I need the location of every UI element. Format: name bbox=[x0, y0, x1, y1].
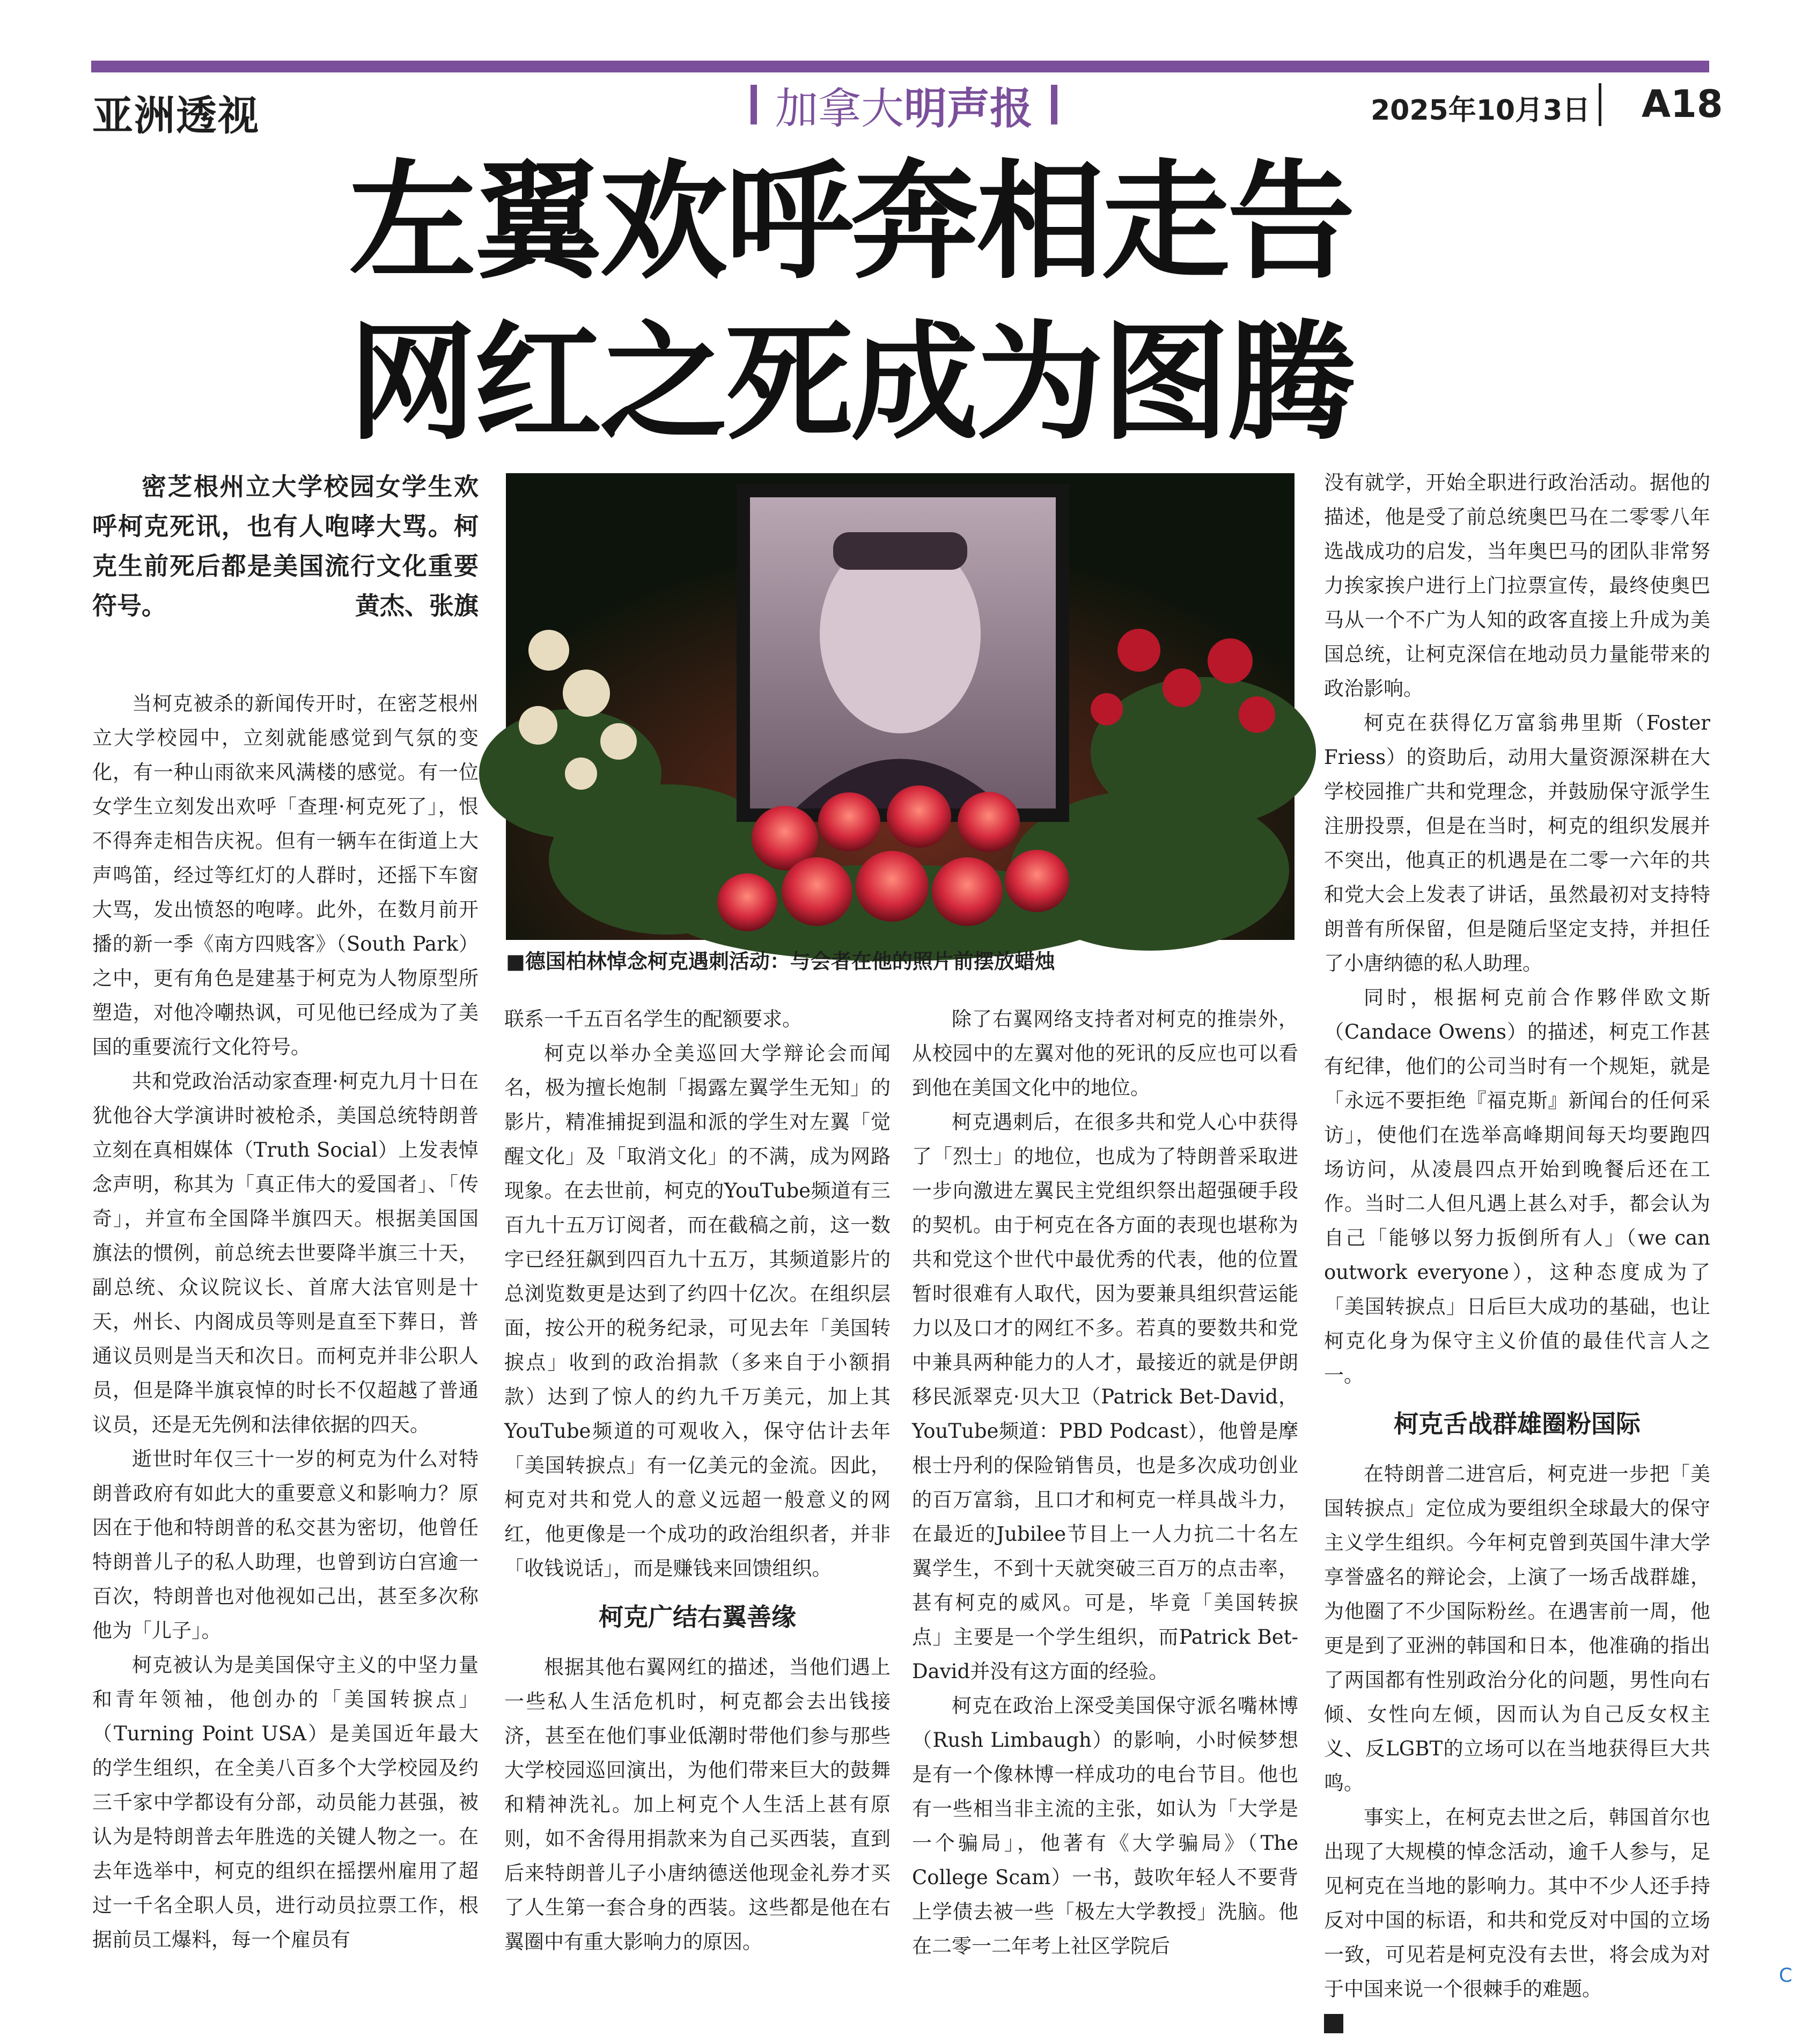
subheading: 柯克广结右翼善缘 bbox=[599, 1602, 796, 1631]
end-of-article-mark bbox=[1324, 2014, 1343, 2033]
photo-caption: ■德国柏林悼念柯克遇刺活动：与会者在他的照片前摆放蜡烛 bbox=[506, 950, 1055, 973]
paragraph: 除了右翼网络支持者对柯克的推崇外，从校园中的左翼对他的死讯的反应也可以看到他在美国文化中的地位。 bbox=[912, 1008, 1298, 1099]
headline-line-1: 左翼欢呼奔相走告 bbox=[349, 148, 1353, 297]
masthead-bar-left bbox=[751, 85, 757, 124]
masthead-rule bbox=[91, 61, 1709, 72]
paragraph: 柯克在获得亿万富翁弗里斯（Foster Friess）的资助后，动用大量资源深耕在大学校园推广共和党理念，并鼓励保守派学生注册投票，但是在当时，柯克的组织发展并不突出，他真正的机遇是在二零一六年的共和党大会上发表了讲话，虽然最初对支持特朗普有所保留，但是随后坚定支持，并担任了小唐纳德的私人助理。 bbox=[1324, 711, 1710, 975]
masthead-bar-right bbox=[1051, 85, 1057, 124]
page-number: A18 bbox=[1642, 82, 1723, 126]
article-lead bbox=[92, 467, 479, 626]
paragraph: 同时，根据柯克前合作夥伴欧文斯（Candace Owens）的描述，柯克工作甚有纪律，他们的公司当时有一个规矩，就是「永远不要拒绝『福克斯』新闻台的任何采访」，使他们在选举高峰期间每天均要跑四场访问，从凌晨四点开始到晚餐后还在工作。当时二人但凡遇上甚么对手，都会认为自己「能够以努力扳倒所有人」（we can outwork everyone），这种态度成为了「美国转捩点」日后巨大成功的基础，也让柯克化身为保守主义价值的最佳代言人之一。 bbox=[1324, 986, 1710, 1387]
paragraph: 柯克遇刺后，在很多共和党人心中获得了「烈士」的地位，也成为了特朗普采取进一步向激进左翼民主党组织祭出超强硬手段的契机。由于柯克在各方面的表现也堪称为共和党这个世代中最优秀的代表，他的位置暂时很难有人取代，因为要兼具组织营运能力以及口才的网红不多。若真的要数共和党中兼具两种能力的人才，最接近的就是伊朗移民派翠克·贝大卫（Patrick Bet-David，YouTube频道：PBD Podcast），他曾是摩根士丹利的保险销售员，也是多次成功创业的百万富翁，且口才和柯克一样具战斗力，在最近的Jubilee节目上一人力抗二十名左翼学生，不到十天就突破三百万的点击率，甚有柯克的威风。可是，毕竟「美国转捩点」主要是一个学生组织，而Patrick Bet-David并没有这方面的经验。 bbox=[912, 1111, 1298, 1683]
headline-line-2: 网红之死成为图腾 bbox=[349, 309, 1353, 458]
issue-date: 2025年10月3日 bbox=[1371, 94, 1591, 127]
lead-text: 密芝根州立大学校园女学生欢呼柯克死讯，也有人咆哮大骂。柯克生前死后都是美国流行文化重要符号。 bbox=[92, 472, 479, 620]
paragraph: 逝世时年仅三十一岁的柯克为什么对特朗普政府有如此大的重要意义和影响力？原因在于他和特朗普的私交甚为密切，他曾任特朗普儿子的私人助理，也曾到访白宫逾一百次，特朗普也对他视如己出，甚至多次称他为「儿子」。 bbox=[92, 1447, 479, 1642]
paragraph: 柯克被认为是美国保守主义的中坚力量和青年领袖，他创办的「美国转捩点」（Turning Point USA）是美国近年最大的学生组织，在全美八百多个大学校园及约三千家中学都设有分部，动员能力甚强，被认为是特朗普去年胜选的关键人物之一。在去年选举中，柯克的组织在摇摆州雇用了超过一千名全职人员，进行动员拉票工作，根据前员工爆料，每一个雇员有 bbox=[92, 1653, 479, 1951]
corner-mark: C bbox=[1778, 1965, 1792, 1987]
byline: 黄杰、张旗 bbox=[355, 591, 479, 620]
paragraph: 共和党政治活动家查理·柯克九月十日在犹他谷大学演讲时被枪杀，美国总统特朗普立刻在真相媒体（Truth Social）上发表悼念声明，称其为「真正伟大的爱国者」、「传奇」，并宣布全国降半旗四天。根据美国国旗法的惯例，前总统去世要降半旗三十天，副总统、众议院议长、首席大法官则是十天，州长、内阁成员等则是直至下葬日，普通议员则是当天和次日。而柯克并非公职人员，但是降半旗哀悼的时长不仅超越了普通议员，还是无先例和法律依据的四天。 bbox=[92, 1070, 479, 1436]
paragraph: 柯克在政治上深受美国保守派名嘴林博（Rush Limbaugh）的影响，小时候梦想是有一个像林博一样成功的电台节目。他也有一些相当非主流的主张，如认为「大学是一个骗局」，他著有《大学骗局》（The College Scam）一书，鼓吹年轻人不要背上学债去被一些「极左大学教授」洗脑。他在二零一二年考上社区学院后 bbox=[912, 1694, 1298, 1958]
paragraph: 根据其他右翼网红的描述，当他们遇上一些私人生活危机时，柯克都会去出钱接济，甚至在他们事业低潮时带他们参与那些大学校园巡回演出，为他们带来巨大的鼓舞和精神洗礼。加上柯克个人生活上甚有原则，如不舍得用捐款来为自己买西装，直到后来特朗普儿子小唐纳德送他现金礼券才买了人生第一套合身的西装。这些都是他在右翼圈中有重大影响力的原因。 bbox=[504, 1656, 891, 1953]
section-title: 亚洲透视 bbox=[92, 92, 260, 139]
paragraph: 在特朗普二进宫后，柯克进一步把「美国转捩点」定位成为要组织全球最大的保守主义学生组织。今年柯克曾到英国牛津大学享誉盛名的辩论会，上演了一场舌战群雄，为他圈了不少国际粉丝。在遇害前一周，他更是到了亚洲的韩国和日本，他准确的指出了两国都有性别政治分化的问题，男性向右倾、女性向左倾，因而认为自己反女权主义、反LGBT的立场可以在当地获得巨大共鸣。 bbox=[1324, 1462, 1710, 1795]
paragraph: 事实上，在柯克去世之后，韩国首尔也出现了大规模的悼念活动，逾千人参与，足见柯克在当地的影响力。其中不少人还手持反对中国的标语，和共和党反对中国的立场一致，可见若是柯克没有去世，将会成为对于中国来说一个很棘手的难题。 bbox=[1324, 1806, 1710, 2001]
article-column-2 bbox=[504, 1002, 891, 1953]
article-column-1 bbox=[92, 687, 479, 1951]
article-column-4 bbox=[1324, 466, 1710, 2001]
paragraph-continued: 联系一千五百名学生的配额要求。 bbox=[504, 1008, 802, 1031]
memorial-photo-image bbox=[506, 473, 1295, 940]
masthead-name-bold: 明声报 bbox=[904, 83, 1033, 134]
memorial-photo bbox=[506, 473, 1295, 940]
article-headline bbox=[349, 142, 1475, 464]
masthead-name-light: 加拿大 bbox=[775, 83, 904, 134]
article-column-3 bbox=[912, 1002, 1298, 1958]
header-divider bbox=[1599, 83, 1601, 126]
subheading: 柯克舌战群雄圈粉国际 bbox=[1394, 1409, 1641, 1438]
paragraph: 当柯克被杀的新闻传开时，在密芝根州立大学校园中，立刻就能感觉到气氛的变化，有一种山雨欲来风满楼的感觉。有一位女学生立刻发出欢呼「查理·柯克死了」，恨不得奔走相告庆祝。但有一辆车在街道上大声鸣笛，经过等红灯的人群时，还摇下车窗大骂，发出愤怒的咆哮。此外，在数月前开播的新一季《南方四贱客》（South Park）之中，更有角色是建基于柯克为人物原型所塑造，对他冷嘲热讽，可见他已经成为了美国的重要流行文化符号。 bbox=[92, 692, 479, 1058]
paragraph: 柯克以举办全美巡回大学辩论会而闻名，极为擅长炮制「揭露左翼学生无知」的影片，精准捕捉到温和派的学生对左翼「觉醒文化」及「取消文化」的不满，成为网路现象。在去世前，柯克的YouTube频道有三百九十五万订阅者，而在截稿之前，这一数字已经狂飙到四百九十五万，其频道影片的总浏览数更是达到了约四十亿次。在组织层面，按公开的税务纪录，可见去年「美国转捩点」收到的政治捐款（多来自于小额捐款）达到了惊人的约九千万美元，加上其YouTube频道的可观收入，保守估计去年「美国转捩点」有一亿美元的金流。因此，柯克对共和党人的意义远超一般意义的网红，他更像是一个成功的政治组织者，并非「收钱说话」，而是赚钱来回馈组织。 bbox=[504, 1042, 891, 1580]
paragraph-continued: 没有就学，开始全职进行政治活动。据他的描述，他是受了前总统奥巴马在二零零八年选战成功的启发，当年奥巴马的团队非常努力挨家挨户进行上门拉票宣传，最终使奥巴马从一个不广为人知的政客直接上升成为美国总统，让柯克深信在地动员力量能带来的政治影响。 bbox=[1324, 471, 1710, 700]
newspaper-masthead bbox=[732, 80, 1076, 134]
